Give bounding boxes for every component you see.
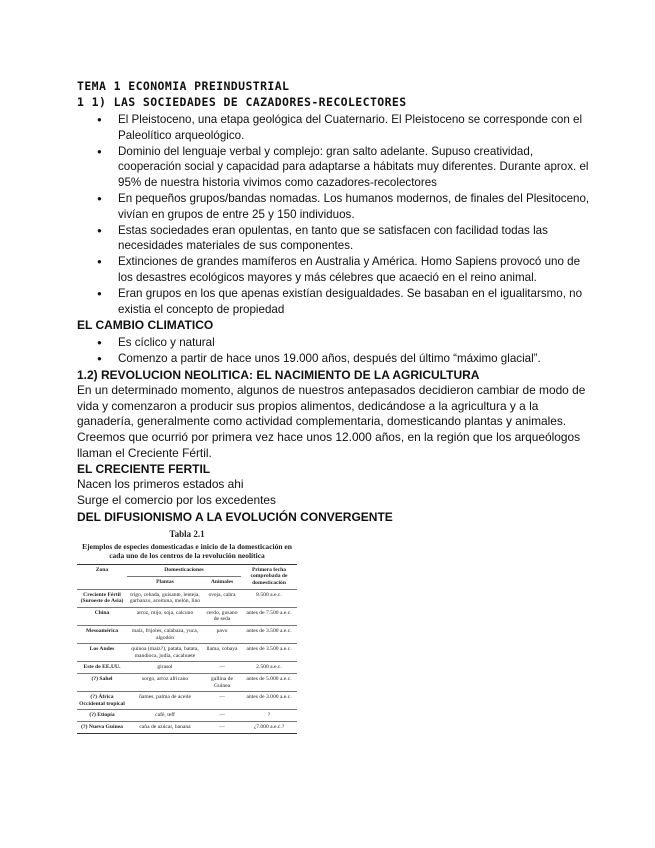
- cell-zona: (?) Nueva Guinea: [77, 721, 127, 733]
- header-zona: Zona: [77, 564, 127, 589]
- cell-plantas: café, teff: [127, 710, 203, 722]
- cell-plantas: ñames, palma de aceite: [127, 692, 203, 710]
- section4-line: Nacen los primeros estados ahi: [77, 477, 244, 492]
- bullet-item: ● Estas sociedades eran opulentas, en tanto que se satisfacen con facilidad todas las necesidades materiales de sus componentes.: [97, 223, 597, 255]
- table-row: [77, 589, 297, 607]
- document-page: [77, 78, 597, 734]
- section5-heading: DEL DIFUSIONISMO A LA EVOLUCIÓN CONVERGENTE: [77, 509, 393, 524]
- cell-plantas: trigo, cebada, guisante, lenteja, garbanzo, aceituna, melón, lino: [127, 589, 203, 607]
- cell-fecha: ?: [241, 710, 297, 722]
- cell-plantas: sorgo, arroz africano: [127, 674, 203, 692]
- cell-fecha: 8.500 a.e.c.: [241, 589, 297, 607]
- cell-zona: (?) África Occidental tropical: [77, 692, 127, 710]
- cell-plantas: girasol: [127, 662, 203, 674]
- cell-animales: pavo: [203, 626, 241, 644]
- table-body: [77, 589, 297, 733]
- bullet-item: ● Eran grupos en los que apenas existían desigualdades. Se basaban en el igualitarsmo, no existia el concepto de propiedad: [97, 286, 597, 318]
- cell-zona: (?) Etiopía: [77, 710, 127, 722]
- cell-plantas: caña de azúcar, banana: [127, 721, 203, 733]
- table-caption: Ejemplos de especies domesticadas e inicio de la domesticación en cada uno de los centros de la revolución neolítica: [82, 541, 292, 560]
- cell-plantas: quinoa (maíz?), patata, batata, mandioca, judía, cacahuete: [127, 644, 203, 662]
- table-row: [77, 662, 297, 674]
- cell-animales: —: [203, 692, 241, 710]
- cell-plantas: maíz, frijoles, calabaza, yuca, algodón: [127, 626, 203, 644]
- header-animales: Animales: [203, 577, 241, 589]
- section2-heading: EL CAMBIO CLIMATICO: [77, 318, 214, 333]
- cell-fecha: antes de 7.500 a.e.c.: [241, 607, 297, 625]
- section3-paragraph: En un determinado momento, algunos de nuestros antepasados decidieron cambiar de modo de vida y comenzaron a producir sus propios alimentos, dedicándose a la agricultura y a la ganadería, generalmente como actividad complementaria, domesticando plantas y animales. Creemos que ocurrió por primera vez hace unos 12.000 años, en la región que los arqueólogos llaman el Creciente Fértil.: [77, 382, 586, 460]
- header-domesticaciones: Domesticaciones: [127, 564, 241, 576]
- bullet-item: ● En pequeños grupos/bandas nomadas. Los humanos modernos, de finales del Plesitoceno, vivían en grupos de entre 25 y 150 individuos.: [97, 191, 597, 223]
- cell-fecha: antes de 3.500 a.e.c.: [241, 626, 297, 644]
- table-row: [77, 692, 297, 710]
- cell-animales: gallina de Guinea: [203, 674, 241, 692]
- section4-line: Surge el comercio por los excedentes: [77, 493, 276, 508]
- cell-fecha: ¿7.000 a.e.c.?: [241, 721, 297, 733]
- cell-animales: oveja, cabra: [203, 589, 241, 607]
- domestication-table-figure: [77, 529, 297, 734]
- bullet-item: ● Comenzo a partir de hace unos 19.000 años, después del último “máximo glacial”.: [97, 351, 597, 367]
- bullet-item: ● Es cíclico y natural: [97, 335, 597, 351]
- cell-fecha: antes de 3.000 a.e.c.: [241, 692, 297, 710]
- section3-heading: 1.2) REVOLUCION NEOLITICA: EL NACIMIENTO DE LA AGRICULTURA: [77, 367, 480, 382]
- domestication-table: [77, 564, 297, 734]
- cell-animales: llama, cobaya: [203, 644, 241, 662]
- bullet-item: ● Dominio del lenguaje verbal y complejo: gran salto adelante. Supuso creatividad, cooperación social y capacidad para adaptarse a hábitats muy diferentes. Durante aprox. el 95% de nuestra historia vivimos como cazadores-recolectores: [97, 144, 597, 191]
- table-row: [77, 607, 297, 625]
- table-row: [77, 674, 297, 692]
- section4-heading: EL CRECIENTE FERTIL: [77, 462, 211, 477]
- header-fecha: Primera fecha comprobada de domesticación: [241, 564, 297, 589]
- cell-fecha: antes de 3.500 a.e.c.: [241, 644, 297, 662]
- cell-zona: Mesoamérica: [77, 626, 127, 644]
- cell-animales: —: [203, 721, 241, 733]
- cell-zona: (?) Sahel: [77, 674, 127, 692]
- cell-zona: China: [77, 607, 127, 625]
- document-title: TEMA 1 ECONOMIA PREINDUSTRIAL: [77, 79, 290, 93]
- section1-heading: 1 1) LAS SOCIEDADES DE CAZADORES-RECOLECTORES: [77, 95, 407, 109]
- table-title: Tabla 2.1: [169, 528, 205, 539]
- table-row: [77, 626, 297, 644]
- cell-zona: Los Andes: [77, 644, 127, 662]
- cell-zona: Este de EE.UU.: [77, 662, 127, 674]
- section1-bullet-list: [77, 112, 597, 317]
- table-row: [77, 644, 297, 662]
- section2-bullet-list: [77, 335, 597, 367]
- cell-animales: cerdo, gusano de seda: [203, 607, 241, 625]
- cell-plantas: arroz, mijo, soja, calcuno: [127, 607, 203, 625]
- cell-animales: —: [203, 710, 241, 722]
- cell-zona: Creciente Fértil (Suroeste de Asia): [77, 589, 127, 607]
- cell-fecha: 2.500 a.e.c.: [241, 662, 297, 674]
- cell-animales: —: [203, 662, 241, 674]
- header-plantas: Plantas: [127, 577, 203, 589]
- bullet-item: ● Extinciones de grandes mamíferos en Australia y América. Homo Sapiens provocó uno de los desastres ecológicos mayores y más célebres que acaeció en el reino animal.: [97, 254, 597, 286]
- table-row: [77, 721, 297, 733]
- table-row: [77, 710, 297, 722]
- bullet-item: ● El Pleistoceno, una etapa geológica del Cuaternario. El Pleistoceno se corresponde con el Paleolítico arqueológico.: [97, 112, 597, 144]
- cell-fecha: antes de 5.000 a.e.c.: [241, 674, 297, 692]
